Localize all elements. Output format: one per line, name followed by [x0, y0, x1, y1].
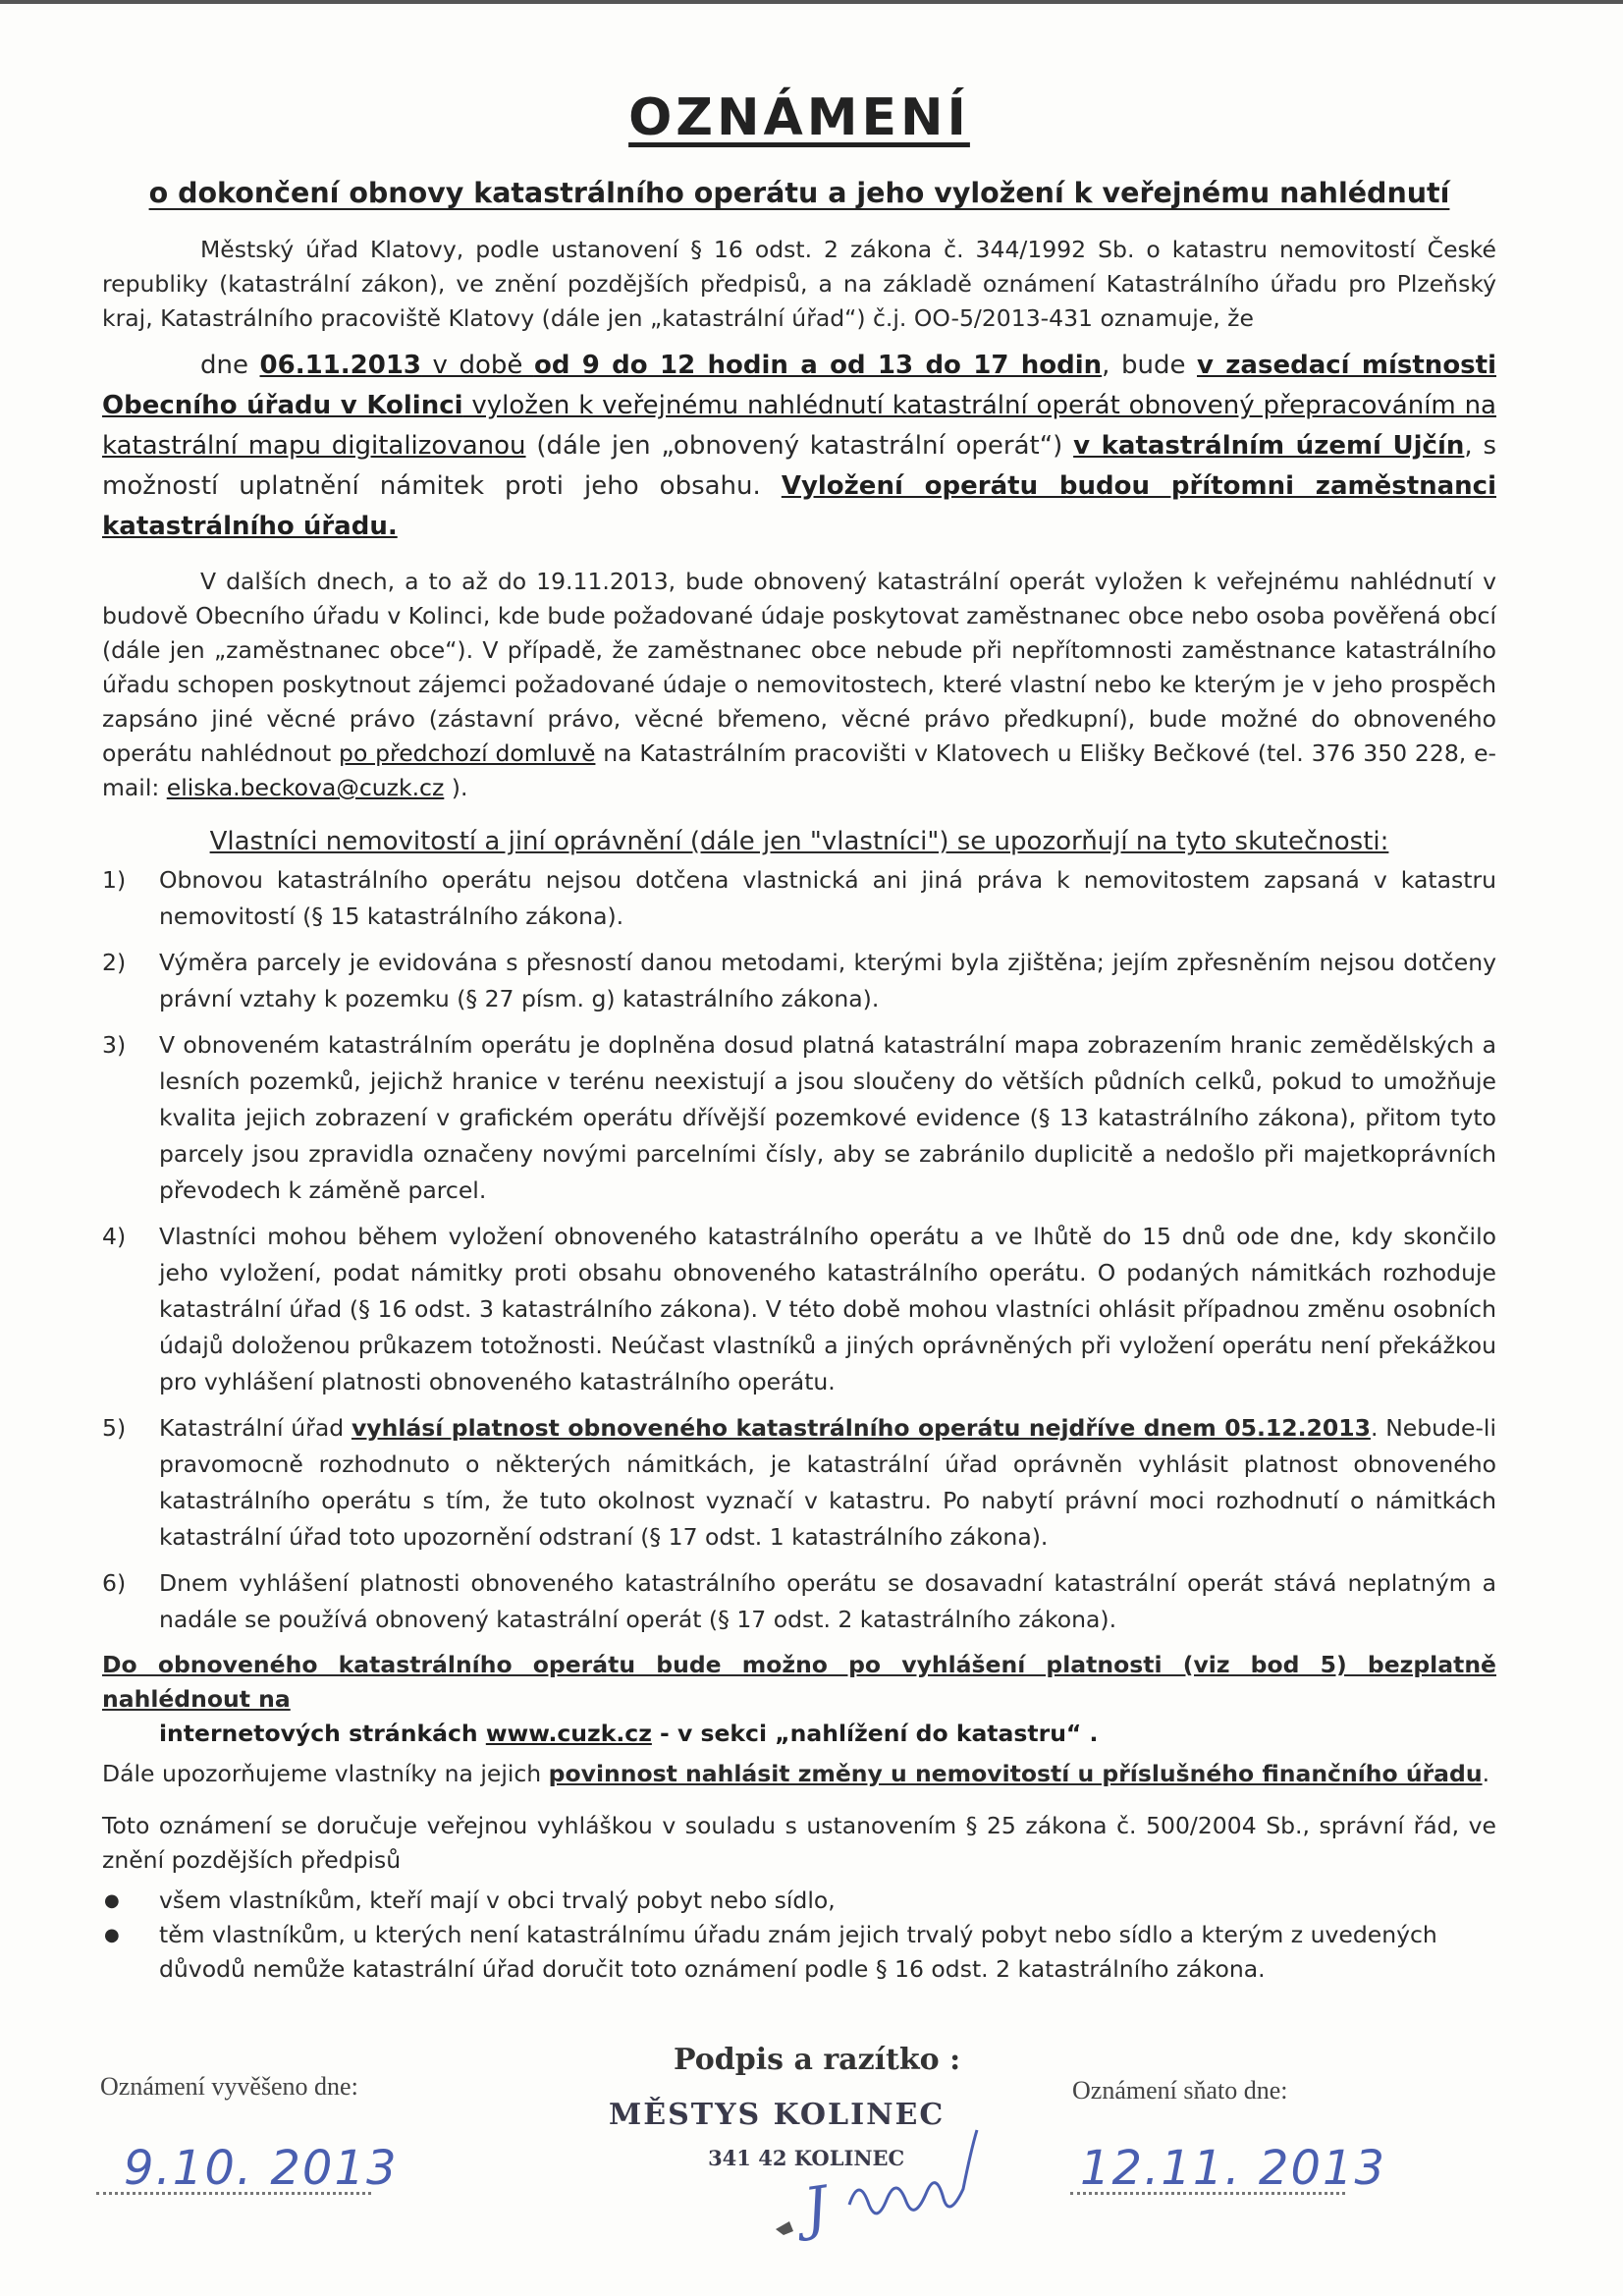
- point-number: 6): [102, 1569, 127, 1597]
- notice-point: [102, 862, 1496, 935]
- removed-date: 12.11. 2013: [1080, 2141, 1387, 2196]
- posted-date: 9.10. 2013: [124, 2141, 399, 2196]
- internet-text-2: internetových stránkách: [159, 1720, 486, 1747]
- tax-notice: [102, 1757, 1496, 1791]
- point-text: Obnovou katastrálního operátu nejsou dotčena vlastnická ani jiná práva k nemovitostem zapsaná v katastru nemovitostí (§ 15 katastrálního zákona).: [159, 866, 1496, 930]
- notice-point: [102, 1219, 1496, 1400]
- signature-title: Podpis a razítko :: [674, 2043, 961, 2077]
- main-text-3: , bude: [1102, 351, 1198, 380]
- main-text-2: v době: [421, 351, 534, 380]
- display-hours: od 9 do 12 hodin a od 13 do 17 hodin: [533, 351, 1103, 380]
- notice-point: [102, 1565, 1496, 1638]
- cuzk-link[interactable]: www.cuzk.cz: [485, 1720, 652, 1747]
- display-date: 06.11.2013: [259, 351, 422, 380]
- bullet-text: všem vlastníkům, kteří mají v obci trvalý pobyt nebo sídlo,: [159, 1886, 836, 1914]
- contact-email[interactable]: eliska.beckova@cuzk.cz: [166, 774, 445, 801]
- delivery-paragraph: Toto oznámení se doručuje veřejnou vyhláškou v souladu s ustanovením § 25 zákona č. 500/2004 Sb., správní řád, ve znění pozdějších předpisů: [102, 1812, 1496, 1874]
- bullet-icon: ●: [104, 1925, 120, 1945]
- stamp-line-2: 341 42 KOLINEC: [708, 2146, 905, 2170]
- point-number: 3): [102, 1031, 127, 1059]
- tax-notice-text-1: Dále upozorňujeme vlastníky na jejich: [102, 1760, 549, 1787]
- display-place: v zasedací místnosti Obecního úřadu v Kolinci: [102, 351, 1496, 420]
- point-number: 1): [102, 866, 127, 894]
- tax-duty: povinnost nahlásit změny u nemovitostí u příslušného finančního úřadu: [548, 1760, 1483, 1787]
- notice-point: [102, 1027, 1496, 1209]
- bullet-item: [102, 1918, 1496, 1987]
- intro-paragraph: Městský úřad Klatovy, podle ustanovení § 16 odst. 2 zákona č. 344/1992 Sb. o katastru nemovitostí České republiky (katastrální zákon), ve znění pozdějších předpisů, a na základě oznámení Katastrálního úřadu pro Plzeňský kraj, Katastrálního pracoviště Klatovy (dále jen „katastrální úřad“) č.j. OO-5/2013-431 oznamuje, že: [102, 236, 1496, 332]
- point-text: V obnoveném katastrálním operátu je doplněna dosud platná katastrální mapa zobrazením hranic zemědělských a lesních pozemků, jejichž hranice v terénu neexistují a jsou sloučeny do větších půdních celků, pokud to umožňuje kvalita jejich zobrazení v grafickém operátu dřívější pozemkové evidence (§ 13 katastrálního zákona), přitom tyto parcely jsou zpravidla označeny novými parcelními čísly, aby se zabránilo duplicitě a nedošlo při majetkoprávních převodech k záměně parcel.: [159, 1031, 1496, 1204]
- document-subtitle: o dokončení obnovy katastrálního operátu a jeho vyložení k veřejnému nahlédnutí: [148, 177, 1450, 209]
- document-page: [102, 88, 1496, 1987]
- tax-notice-text-2: .: [1482, 1760, 1490, 1787]
- notice-points: [102, 862, 1496, 1638]
- point-text: Vlastníci mohou během vyložení obnoveného katastrálního operátu a ve lhůtě do 15 dnů ode dne, kdy skončilo jeho vyložení, podat námitky proti obsahu obnoveného katastrálního operátu. O podaných námitkách rozhoduje katastrální úřad (§ 16 odst. 3 katastrálního zákona). V této době mohou vlastníci ohlásit případnou změnu osobních údajů doloženou průkazem totožnosti. Neúčast vlastníků a jiných oprávněných při vyložení operátu není překážkou pro vyhlášení platnosti obnoveného katastrálního operátu.: [159, 1223, 1496, 1395]
- main-text-5: (dále jen „obnovený katastrální operát“): [525, 431, 1074, 461]
- internet-text-1: Do obnoveného katastrálního operátu bude možno po vyhlášení platnosti (viz bod 5) bezplatně nahlédnout na: [102, 1651, 1496, 1713]
- main-announcement: [102, 346, 1496, 547]
- internet-paragraph: [102, 1648, 1496, 1751]
- next-days-text-1: V dalších dnech, a to až do 19.11.2013, bude obnovený katastrální operát vyložen k veřejnému nahlédnutí v budově Obecního úřadu v Kolinci, kde bude požadované údaje poskytovat zaměstnanec obce nebo osoba pověřená obcí (dále jen „zaměstnanec obce“). V případě, že zaměstnanec obce nebude při nepřítomnosti zaměstnance katastrálního úřadu schopen poskytnout zájemci požadované údaje o nemovitostech, které vlastní nebo ke kterým je v jeho prospěch zapsáno jiné věcné právo (zástavní právo, věcné břemeno, věcné právo předkupní), bude možné do obnoveného operátu nahlédnout: [102, 568, 1496, 767]
- staff-presence: Vyložení operátu budou přítomni zaměstnanci katastrálního úřadu.: [102, 471, 1497, 541]
- main-text-4: vyložen k veřejnému nahlédnutí katastrální operát obnovený přepracováním na katastrální mapu digitalizovanou: [102, 391, 1496, 461]
- signature-text: J: [799, 2172, 833, 2243]
- delivery-bullets: [102, 1884, 1496, 1987]
- posted-date-line: [96, 2192, 371, 2195]
- next-days-text-2: na Katastrálním pracovišti v Klatovech u Elišky Bečkové (tel. 376 350 228, e-mail:: [102, 739, 1497, 801]
- stamp-line-1: MĚSTYS KOLINEC: [609, 2098, 946, 2132]
- posted-label: Oznámení vyvěšeno dne:: [100, 2072, 358, 2101]
- point-number: 4): [102, 1223, 127, 1250]
- next-days-paragraph: [102, 565, 1496, 805]
- removed-date-line: [1070, 2192, 1345, 2195]
- main-text-6: , s možností uplatnění námitek proti jeho obsahu.: [102, 431, 1496, 501]
- point-text-pre: Katastrální úřad: [159, 1414, 352, 1442]
- cadastral-area: v katastrálním území Ujčín: [1073, 431, 1465, 461]
- internet-text-3: - v sekci „nahlížení do katastru“ .: [651, 1720, 1099, 1747]
- point-number: 5): [102, 1414, 127, 1442]
- bullet-item: [102, 1884, 1496, 1918]
- signature-stroke: [849, 2130, 977, 2214]
- point-text: . Nebude-li pravomocně rozhodnuto o některých námitkách, je katastrální úřad oprávněn vyhlásit platnost obnoveného katastrálního operátu s tím, že tuto okolnost vyznačí v katastru. Po nabytí právní moci rozhodnutí o námitkách katastrální úřad toto upozornění odstraní (§ 17 odst. 1 katastrálního zákona).: [159, 1414, 1496, 1551]
- bullet-text: těm vlastníkům, u kterých není katastrálnímu úřadu znám jejich trvalý pobyt nebo sídlo a kterým z uvedených důvodů nemůže katastrální úřad doručit toto oznámení podle § 16 odst. 2 katastrálního zákona.: [159, 1921, 1437, 1983]
- next-days-text-3: ).: [444, 774, 468, 801]
- notice-point: [102, 945, 1496, 1017]
- prior-agreement: po předchozí domluvě: [339, 739, 596, 767]
- point-number: 2): [102, 949, 127, 976]
- point-text: Dnem vyhlášení platnosti obnoveného katastrálního operátu se dosavadní katastrální operát stává neplatným a nadále se používá obnovený katastrální operát (§ 17 odst. 2 katastrálního zákona).: [159, 1569, 1496, 1633]
- main-text-1: dne: [200, 351, 260, 380]
- validity-date-text: vyhlásí platnost obnoveného katastrálního operátu nejdříve dnem 05.12.2013: [351, 1414, 1371, 1442]
- handwritten-signature: [756, 2111, 1011, 2288]
- document-title: OZNÁMENÍ: [628, 88, 970, 147]
- notice-point: [102, 1410, 1496, 1556]
- bullet-icon: ●: [104, 1890, 120, 1911]
- owners-notice-heading: Vlastníci nemovitostí a jiní oprávnění (dále jen "vlastníci") se upozorňují na tyto skutečnosti:: [209, 827, 1389, 856]
- stamp-emblem-icon: [776, 2221, 793, 2235]
- point-text: Výměra parcely je evidována s přesností danou metodami, kterými byla zjištěna; jejím zpřesněním nejsou dotčeny právní vztahy k pozemku (§ 27 písm. g) katastrálního zákona).: [159, 949, 1496, 1012]
- page-top-edge: [0, 0, 1623, 4]
- removed-label: Oznámení sňato dne:: [1072, 2076, 1288, 2105]
